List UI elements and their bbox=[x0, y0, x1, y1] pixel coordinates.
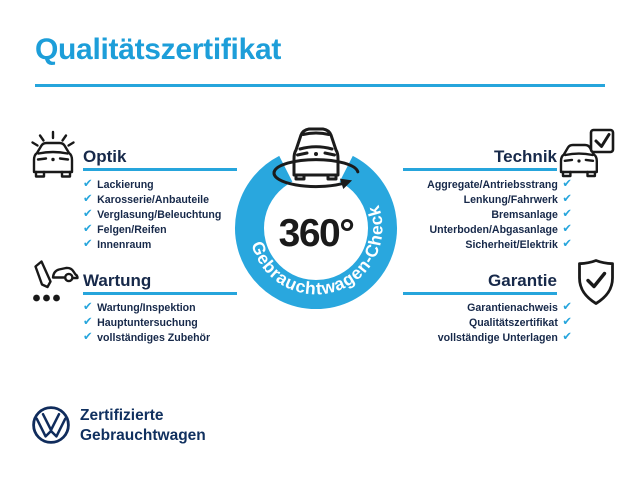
check-icon: ✔ bbox=[562, 328, 572, 343]
checklist-item-label: Garantienachweis bbox=[467, 301, 558, 314]
checklist-item-label: Aggregate/Antriebsstrang bbox=[427, 178, 558, 191]
car-checkbox-icon bbox=[558, 128, 616, 182]
checklist-item bbox=[491, 207, 572, 222]
checklist-item bbox=[83, 330, 273, 345]
check-icon: ✔ bbox=[83, 175, 93, 190]
checklist-item bbox=[464, 192, 572, 207]
check-icon: ✔ bbox=[83, 220, 93, 235]
check-icon: ✔ bbox=[562, 220, 572, 235]
checklist-item-label: Verglasung/Beleuchtung bbox=[97, 208, 222, 221]
checklist-item-label: Bremsanlage bbox=[491, 208, 558, 221]
rule-garantie bbox=[403, 292, 557, 295]
car-shine-icon bbox=[27, 129, 79, 183]
checklist-item-label: Felgen/Reifen bbox=[97, 223, 167, 236]
checklist-item bbox=[430, 222, 572, 237]
section-title-wartung: Wartung bbox=[83, 271, 152, 290]
checklist-item bbox=[469, 315, 572, 330]
check-icon: ✔ bbox=[562, 205, 572, 220]
section-title-optik: Optik bbox=[83, 147, 127, 166]
check-icon: ✔ bbox=[562, 190, 572, 205]
360-check-badge bbox=[206, 103, 426, 323]
check-icon: ✔ bbox=[83, 298, 93, 313]
ring-label: Gebrauchtwagen-Check bbox=[247, 202, 387, 299]
car-rotation-icon bbox=[294, 129, 338, 179]
section-title-garantie: Garantie bbox=[488, 271, 557, 290]
checklist-item-label: Karosserie/Anbauteile bbox=[97, 193, 210, 206]
section-title-technik: Technik bbox=[494, 147, 557, 166]
rule-technik bbox=[403, 168, 557, 171]
checklist-item-label: vollständige Unterlagen bbox=[437, 331, 558, 344]
vw-logo bbox=[31, 405, 71, 445]
check-icon: ✔ bbox=[83, 328, 93, 343]
degree-label: 360° bbox=[278, 212, 354, 255]
check-icon: ✔ bbox=[83, 205, 93, 220]
checklist-item-label: Lenkung/Fahrwerk bbox=[463, 193, 558, 206]
shield-check-icon bbox=[573, 257, 619, 309]
check-icon: ✔ bbox=[83, 235, 93, 250]
checklist-item bbox=[465, 237, 572, 252]
checklist-item-label: Hauptuntersuchung bbox=[97, 316, 198, 329]
brand-line2: Gebrauchtwagen bbox=[80, 426, 206, 444]
checklist-item-label: Wartung/Inspektion bbox=[97, 301, 196, 314]
check-icon: ✔ bbox=[562, 175, 572, 190]
checklist-car-icon bbox=[27, 257, 79, 307]
checklist-item bbox=[467, 300, 572, 315]
check-icon: ✔ bbox=[562, 313, 572, 328]
rotation-arrow-back bbox=[274, 160, 358, 172]
brand-line1: Zertifizierte bbox=[80, 407, 164, 424]
checklist-item-label: Lackierung bbox=[97, 178, 154, 191]
checklist-item-label: Innenraum bbox=[97, 238, 152, 251]
checklist-item-label: Unterboden/Abgasanlage bbox=[429, 223, 558, 236]
page-title: Qualitätszertifikat bbox=[35, 33, 282, 66]
check-icon: ✔ bbox=[562, 298, 572, 313]
check-icon: ✔ bbox=[562, 235, 572, 250]
checklist-item-label: vollständiges Zubehör bbox=[97, 331, 211, 344]
title-divider bbox=[35, 84, 605, 87]
checklist-item bbox=[427, 177, 572, 192]
checklist-item-label: Sicherheit/Elektrik bbox=[465, 238, 558, 251]
check-icon: ✔ bbox=[83, 313, 93, 328]
brand-wordmark bbox=[80, 406, 206, 445]
checklist-item-label: Qualitätszertifikat bbox=[468, 316, 558, 329]
check-icon: ✔ bbox=[83, 190, 93, 205]
checklist-item bbox=[438, 330, 572, 345]
